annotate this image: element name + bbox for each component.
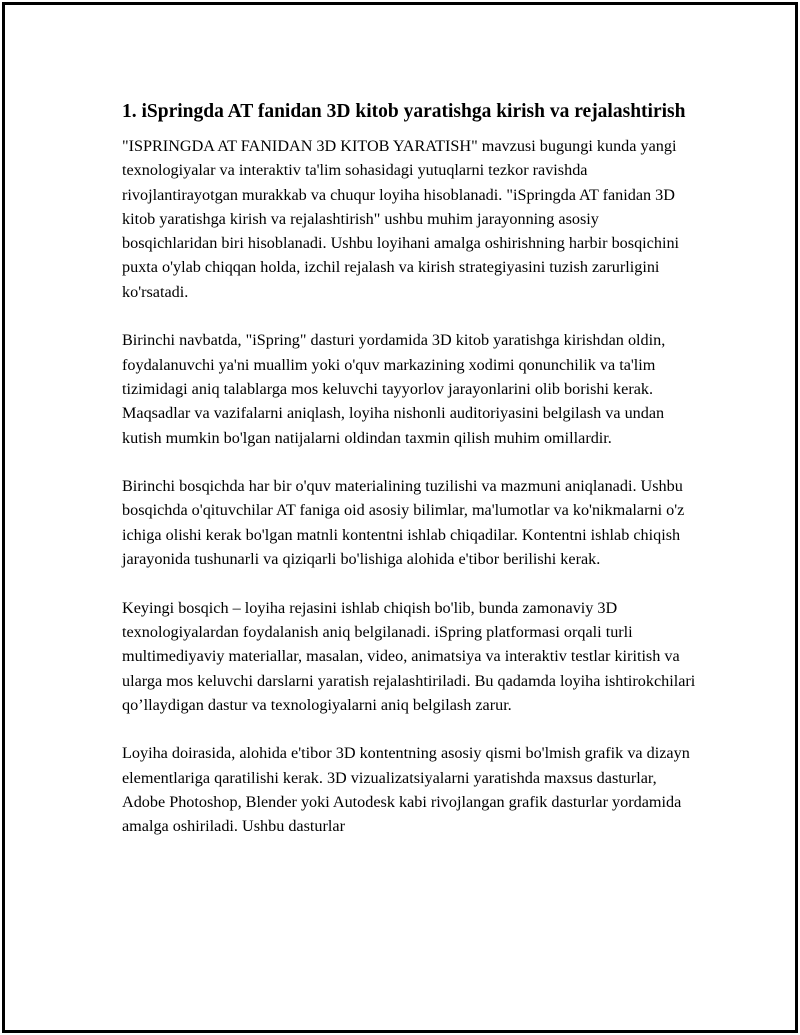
document-body (122, 98, 697, 863)
page-frame (2, 2, 798, 1033)
paragraph-4: Keyingi bosqich – loyiha rejasini ishlab chiqish bo'lib, bunda zamonaviy 3D texnologiyalardan foydalanish aniq belgilanadi. iSpring platformasi orqali turli multimediyaviy materiallar, masalan, video, animatsiya va interaktiv testlar kiritish va ularga mos keluvchi darslarni yaratish rejalashtiriladi. Bu qadamda loyiha ishtirokchilari qo’llaydigan dastur va texnologiyalarni aniq belgilash zarur. (122, 598, 696, 714)
paragraph-3: Birinchi bosqichda har bir o'quv materialining tuzilishi va mazmuni aniqlanadi. Ushbu bosqichda o'qituvchilar AT faniga oid asosiy bilimlar, ma'lumotlar va ko'nikmalarni o'z ichiga olishi kerak bo'lgan matnli kontentni ishlab chiqadilar. Kontentni ishlab chiqish jarayonida tushunarli va qiziqarli bo'lishiga alohida e'tibor berilishi kerak. (122, 477, 685, 569)
paragraph-2: Birinchi navbatda, "iSpring" dasturi yordamida 3D kitob yaratishga kirishdan oldin, foydalanuvchi ya'ni muallim yoki o'quv markazining xodimi qonunchilik va ta'lim tizimidagi aniq talablarga mos keluvchi tayyorlov jarayonlarini olib borishi kerak. Maqsadlar va vazifalarni aniqlash, loyiha nishonli auditoriyasini belgilash va undan kutish mumkin bo'lgan natijalarni oldindan taxmin qilish muhim omillardir. (122, 331, 666, 447)
paragraph-1: "ISPRINGDA AT FANIDAN 3D KITOB YARATISH" mavzusi bugungi kunda yangi texnologiyalar va interaktiv ta'lim sohasidagi yutuqlarni tezkor ravishda rivojlantirayotgan murakkab va chuqur loyiha hisoblanadi. "iSpringda AT fanidan 3D kitob yaratishga kirish va rejalashtirish" ushbu muhim jarayonning asosiy bosqichlaridan biri hisoblanadi. Ushbu loyihani amalga oshirishning harbir bosqichini puxta o'ylab chiqqan holda, izchil rejalash va kirish strategiyasini tuzish zarurligini ko'rsatadi. (122, 137, 680, 301)
paragraph-5: Loyiha doirasida, alohida e'tibor 3D kontentning asosiy qismi bo'lmish grafik va dizayn elementlariga qaratilishi kerak. 3D vizualizatsiyalarni yaratishda maxsus dasturlar, Adobe Photoshop, Blender yoki Autodesk kabi rivojlangan grafik dasturlar yordamida amalga oshiriladi. Ushbu dasturlar (122, 744, 690, 836)
section-heading: 1. iSpringda AT fanidan 3D kitob yaratishga kirish va rejalashtirish (122, 101, 686, 122)
